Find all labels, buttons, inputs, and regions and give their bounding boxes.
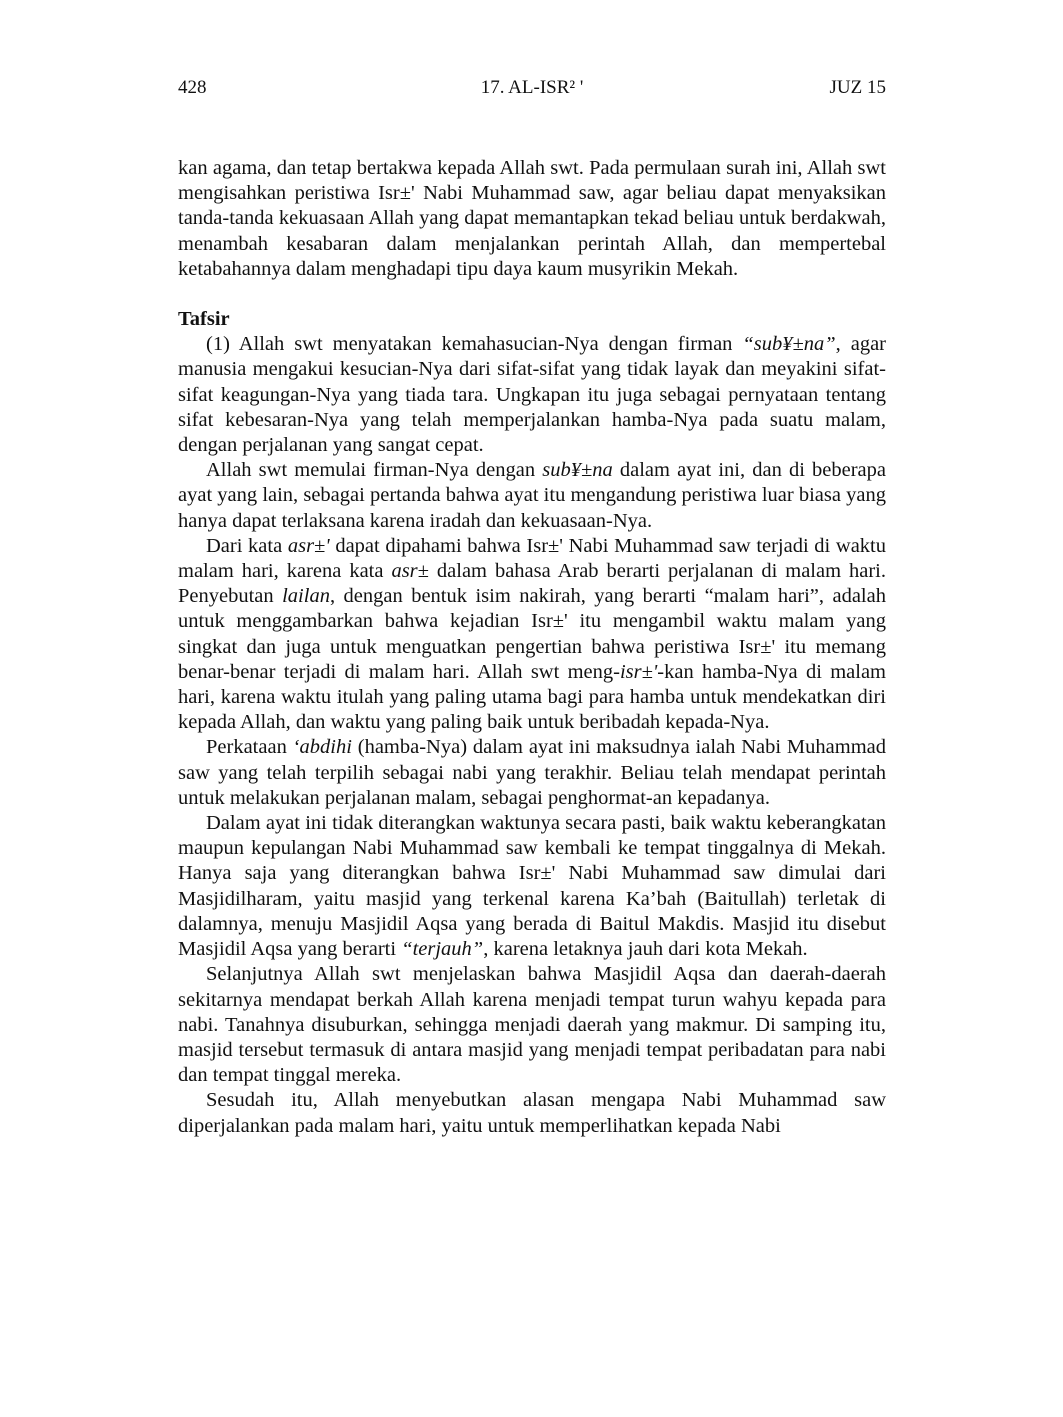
text-span: Perkataan	[206, 736, 293, 759]
page-body	[178, 156, 886, 1139]
arabic-term: lailan	[282, 585, 330, 608]
tafsir-paragraph-5	[178, 811, 886, 962]
tafsir-paragraph-1	[178, 332, 886, 458]
tafsir-paragraph-6: Selanjutnya Allah swt menjelaskan bahwa Masjidil Aqsa dan daerah-daerah sekitarnya mendapat berkah Allah karena menjadi tempat turun wahyu kepada para nabi. Tanahnya disuburkan, sehingga menjadi daerah yang makmur. Di samping itu, masjid tersebut termasuk di antara masjid yang menjadi tempat peribadatan para nabi dan tempat tinggal mereka.	[178, 963, 886, 1087]
text-span: -kan hamba-Nya di malam hari, karena waktu itulah yang paling utama bagi para hamba untuk mendekatkan diri kepada Allah, dan waktu yang paling baik untuk beribadah kepada-Nya.	[178, 660, 886, 734]
arabic-term: “sub¥±na”	[742, 333, 836, 356]
arabic-term: sub¥±na	[542, 459, 613, 482]
arabic-term: ‘abdihi	[292, 736, 352, 759]
section-heading: Tafsir	[178, 308, 230, 331]
emphasis-term: “terjauh”	[401, 938, 484, 961]
text-span: , karena letaknya jauh dari kota Mekah.	[483, 938, 808, 961]
text-span: dapat dipahami bahwa Isr±' Nabi Muhammad saw terjadi di waktu malam hari, karena kata	[178, 534, 886, 583]
arabic-term: asr±'	[287, 534, 330, 557]
text-span: (hamba-Nya) dalam ayat ini maksudnya ialah Nabi Muhammad saw yang telah terpilih sebagai nabi yang terakhir. Beliau telah mendapat perintah untuk melakukan perjalanan malam, sebagai penghormat-an kepadanya.	[178, 736, 886, 809]
page-header	[178, 76, 886, 100]
page-number: 428	[178, 77, 207, 98]
arabic-term: isr±'	[619, 660, 658, 683]
text-span: Allah swt memulai firman-Nya dengan	[206, 459, 543, 482]
surah-title: 17. AL-ISR² '	[480, 77, 584, 98]
tafsir-paragraph-7: Sesudah itu, Allah menyebutkan alasan mengapa Nabi Muhammad saw diperjalankan pada malam hari, yaitu untuk memperlihatkan kepada Nabi	[178, 1089, 886, 1137]
tafsir-paragraph-2	[178, 458, 886, 534]
juz-label: JUZ 15	[829, 77, 886, 98]
text-span: dalam bahasa Arab berarti perjalanan di malam hari. Penyebutan	[178, 560, 886, 608]
text-span: , agar manusia mengakui kesucian-Nya dari sifat-sifat yang tidak layak dan meyakini sifat-sifat keagungan-Nya yang tiada tara. Ungkapan itu juga sebagai pernyataan tentang sifat kebesaran-Nya yang telah memperjalankan hamba-Nya pada suatu malam, dengan perjalanan yang sangat cepat.	[178, 333, 886, 457]
text-span: (1) Allah swt menyatakan kemahasucian-Nya dengan firman	[206, 333, 743, 356]
tafsir-paragraph-3	[178, 534, 886, 736]
arabic-term: asr±	[391, 560, 429, 583]
intro-paragraph: kan agama, dan tetap bertakwa kepada Allah swt. Pada permulaan surah ini, Allah swt mengisahkan peristiwa Isr±' Nabi Muhammad saw, agar beliau dapat menyaksikan tanda-tanda kekuasaan Allah yang dapat memantapkan tekad beliau untuk berdakwah, menambah kesabaran dalam menjalankan perintah Allah, dan mempertebal ketabahannya dalam menghadapi tipu daya kaum musyrikin Mekah.	[178, 157, 886, 280]
text-span: Dalam ayat ini tidak diterangkan waktunya secara pasti, baik waktu keberangkatan maupun kepulangan Nabi Muhammad saw kembali ke tempat tinggalnya di Mekah. Hanya saja yang diterangkan bahwa Isr±' Nabi Muhammad saw dimulai dari Masjidilharam, yaitu masjid yang terkenal karena Ka’bah (Baitullah) terletak di dalamnya, menuju Masjidil Aqsa yang berada di Baitul Makdis. Masjid itu disebut Masjidil Aqsa yang berarti	[178, 812, 886, 961]
text-span: , dengan bentuk isim nakirah, yang berarti “malam hari”, adalah untuk menggambarkan bahwa kejadian Isr±' itu mengambil waktu malam yang singkat dan juga untuk menguatkan pengertian bahwa peristiwa Isr±' itu memang benar-benar terjadi di malam hari. Allah swt meng-	[178, 585, 886, 683]
text-span: Dari kata	[206, 534, 288, 557]
text-span: dalam ayat ini, dan di beberapa ayat yang lain, sebagai pertanda bahwa ayat itu mengandung peristiwa luar biasa yang hanya dapat terlaksana karena iradah dan kekuasaan-Nya.	[178, 459, 887, 532]
tafsir-paragraph-4	[178, 735, 886, 811]
